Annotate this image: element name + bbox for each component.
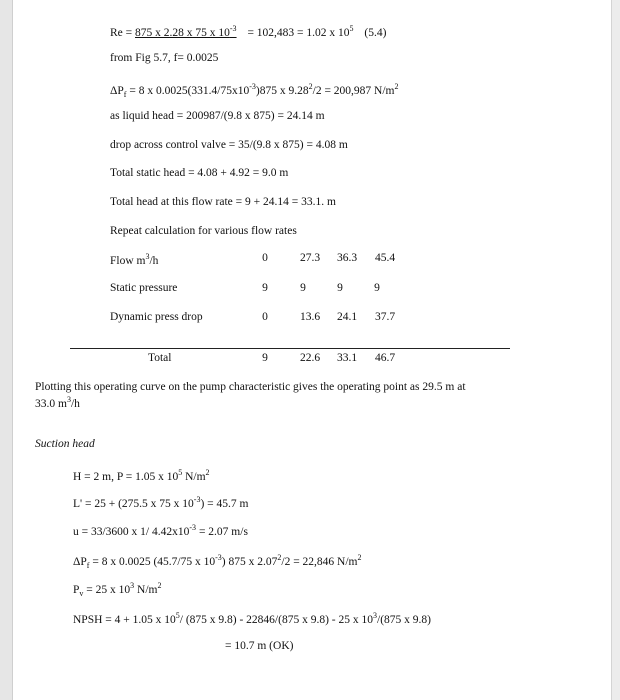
- equation-ref: (5.4): [364, 26, 387, 39]
- dynamic-label: Dynamic press drop: [110, 311, 203, 323]
- table-cell: 9: [337, 282, 343, 294]
- table-row-static: [110, 282, 520, 296]
- fig-line: from Fig 5.7, f= 0.0025: [110, 52, 219, 64]
- flow-label: Flow $m^3/h$: [110, 252, 159, 267]
- npsh-result-line: = 10.7 m (OK): [225, 640, 294, 652]
- table-cell: 9: [374, 282, 380, 294]
- table-cell: 22.6: [299, 352, 321, 364]
- re-result: = 102,483 = 1.02 x 10: [247, 26, 350, 39]
- table-cell: 46.7: [374, 352, 396, 364]
- table-cell: 0: [262, 252, 268, 264]
- total-label: Total: [148, 352, 172, 364]
- table-cell: 24.1: [336, 311, 358, 323]
- table-cell: 36.3: [336, 252, 358, 264]
- re-label: Re =: [110, 26, 133, 39]
- table-cell: 9: [300, 282, 306, 294]
- table-cell: 9: [262, 352, 268, 364]
- re-expression: 875 x 2.28 x 75 x $10^{-3}$: [135, 24, 237, 39]
- plotting-paragraph-line2: 33.0 $m^3/h$: [35, 395, 80, 410]
- static-head-line: Total static head = 4.08 + 4.92 = 9.0 m: [110, 167, 289, 179]
- table-cell: 0: [262, 311, 268, 323]
- total-head-line: Total head at this flow rate = 9 + 24.14 = 33.1. m: [110, 196, 336, 208]
- liquid-head-line: as liquid head = 200987/(9.8 x 875) = 24.14 m: [110, 110, 325, 122]
- table-row-dynamic: [110, 311, 520, 325]
- valve-drop-line: drop across control valve = 35/(9.8 x 875) = 4.08 m: [110, 139, 348, 151]
- re-result-exp: 5: [349, 24, 354, 33]
- table-cell: 9: [262, 282, 268, 294]
- suction-pv-line: $P_v = 25$ x $10^3$ $N/m^2$: [73, 581, 162, 599]
- suction-head-heading: Suction head: [35, 438, 95, 450]
- table-cell: 33.1: [336, 352, 358, 364]
- table-cell: 13.6: [299, 311, 321, 323]
- suction-h-line: H = 2 m, P = 1.05 x $10^5$ $N/m^2$: [73, 468, 210, 483]
- pressure-drop-line: $\Delta P_f = 8$ x $0.0025(331.4/75x10^{-3})875$ x $9.28^2/2 = 200,987$ $N/m^2$: [110, 82, 399, 100]
- suction-dp-line: $\Delta P_f = 8$ x 0.0025 (45.7/75 x $10^{-3}$) 875 x $2.07^2/2 = 22,846$ $N/m^2$: [73, 553, 362, 571]
- npsh-line: NPSH = 4 + 1.05 x $10^5/$ (875 x 9.8) - 22846/(875 x 9.8) - 25 x $10^3/(875$ x 9.8): [73, 611, 431, 626]
- table-cell: 27.3: [299, 252, 321, 264]
- table-cell: 45.4: [374, 252, 396, 264]
- table-cell: 37.7: [374, 311, 396, 323]
- suction-u-line: u = 33/3600 x 1/ $4.42x10^{-3} = 2.07$ m/s: [73, 523, 248, 538]
- table-row-flow: [110, 252, 520, 266]
- plotting-paragraph-line1: Plotting this operating curve on the pump characteristic gives the operating point as 29.5 m at: [35, 381, 466, 393]
- table-total-rule: [70, 348, 510, 349]
- reynolds-line: [110, 22, 386, 40]
- suction-l-line: L' = 25 + (275.5 x 75 x $10^{-3}) = 45.7$ m: [73, 495, 249, 510]
- repeat-line: Repeat calculation for various flow rates: [110, 225, 297, 237]
- table-row-total: [110, 352, 520, 366]
- static-label: Static pressure: [110, 282, 178, 294]
